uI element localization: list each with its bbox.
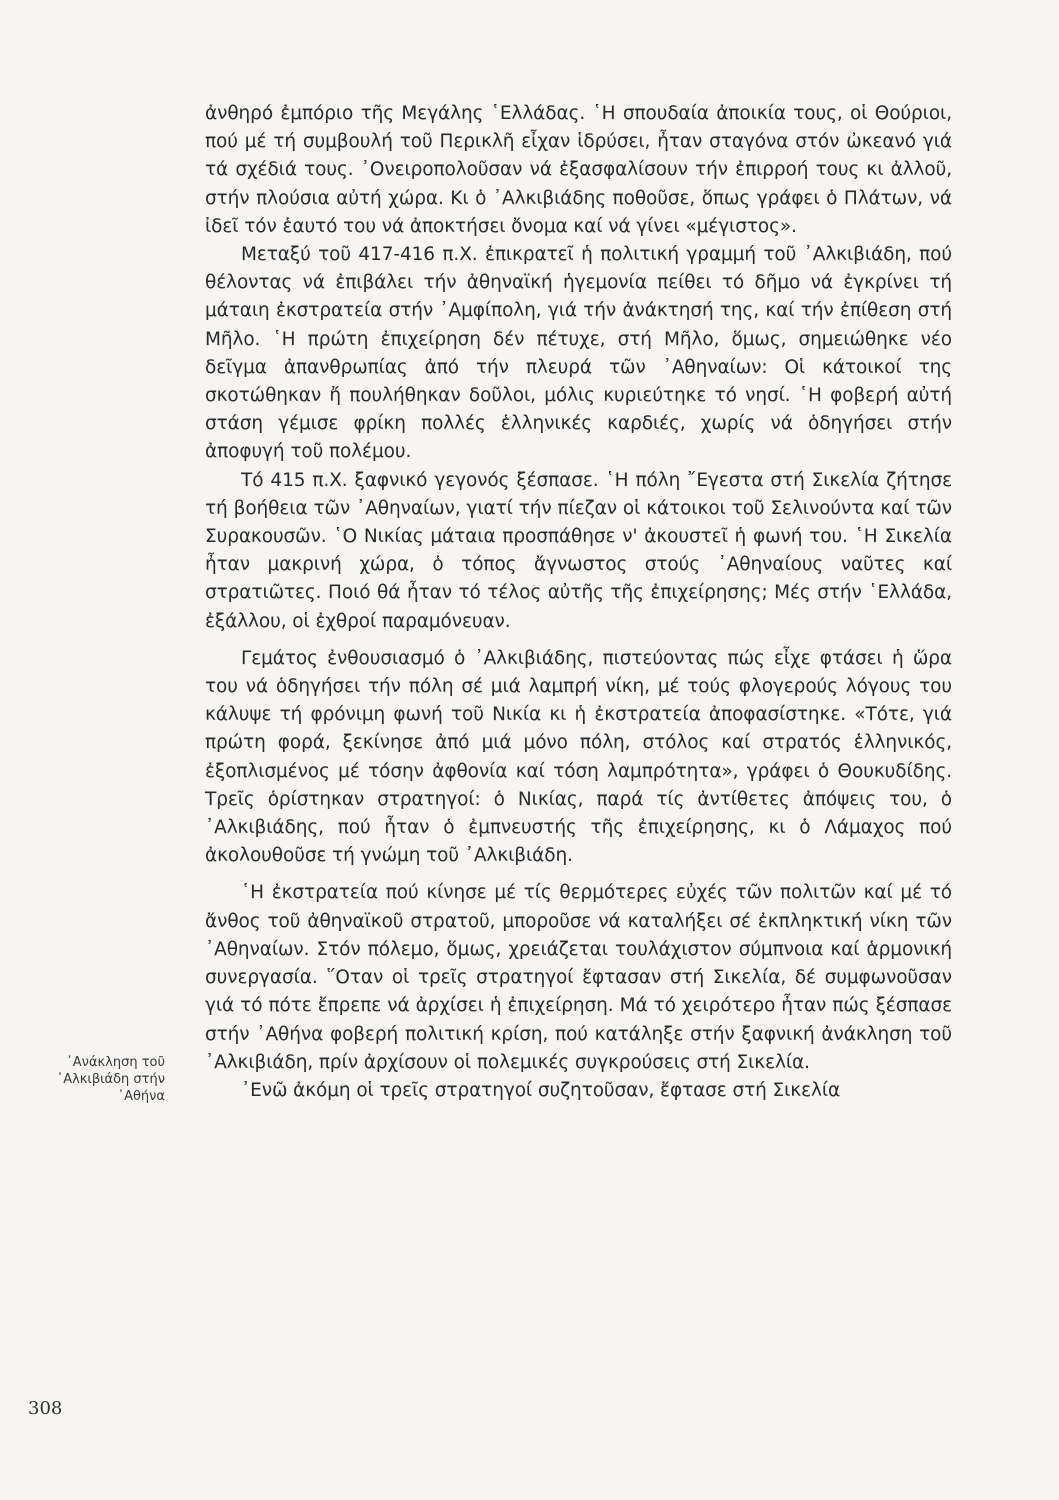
paragraph-1: ἀνθηρό ἐμπόριο τῆς Μεγάλης ῾Ελλάδας. ῾Η σπουδαία ἀποικία τους, οἱ Θούριοι, πού μέ τή συμβουλή τοῦ Περικλῆ εἶχαν ἱδρύσει, ἦταν σταγόνα στόν ὠκεανό γιά τά σχέδιά τους. ᾿Ονειροπολοῦσαν νά ἐξασφαλίσουν τήν ἐπιρροή τους κι ἀλλοῦ, στήν πλούσια αὐτή χώρα. Κι ὁ ᾿Αλκιβιάδης ποθοῦσε, ὅπως γράφει ὁ Πλάτων, νά ἰδεῖ τόν ἑαυτό του νά ἀποκτήσει ὄνομα καί νά γίνει «μέγιστος». bbox=[205, 103, 952, 237]
page-number: 308 bbox=[28, 1398, 63, 1419]
margin-note bbox=[20, 1054, 165, 1105]
paragraph-2: Μεταξύ τοῦ 417-416 π.Χ. ἐπικρατεῖ ἡ πολιτική γραμμή τοῦ ᾿Αλκιβιάδη, πού θέλοντας νά ἐπιβάλει τήν ἀθηναϊκή ἡγεμονία πείθει τό δῆμο νά ἐγκρίνει τή μάταιη ἐκστρατεία στήν ᾿Αμφίπολη, γιά τήν ἀνάκτησή της, καί τήν ἐπίθεση στή Μῆλο. ῾Η πρώτη ἐπιχείρηση δέν πέτυχε, στή Μῆλο, ὅμως, σημειώθηκε νέο δεῖγμα ἀπανθρωπίας ἀπό τήν πλευρά τῶν ᾿Αθηναίων: Οἱ κάτοικοί της σκοτώθηκαν ἤ πουλήθηκαν δοῦλοι, μόλις κυριεύτηκε τό νησί. ῾Η φοβερή αὐτή στάση γέμισε φρίκη πολλές ἑλληνικές καρδιές, χωρίς νά ὁδηγήσει στήν ἀποφυγή τοῦ πολέμου. bbox=[205, 244, 952, 463]
main-text-column bbox=[205, 100, 952, 1105]
paragraph-5: ῾Η ἐκστρατεία πού κίνησε μέ τίς θερμότερες εὐχές τῶν πολιτῶν καί μέ τό ἄνθος τοῦ ἀθηναϊκοῦ στρατοῦ, μποροῦσε νά καταλήξει σέ ἐκπληκτική νίκη τῶν ᾿Αθηναίων. Στόν πόλεμο, ὅμως, χρειάζεται τουλάχιστον σύμπνοια καί ἁρμονική συνεργασία. ῞Οταν οἱ τρεῖς στρατηγοί ἔφτασαν στή Σικελία, δέ συμφωνοῦσαν γιά τό πότε ἔπρεπε νά ἀρχίσει ἡ ἐπιχείρηση. Μά τό χειρότερο ἦταν πώς ξέσπασε στήν ᾿Αθήνα φοβερή πολιτική κρίση, πού κατάληξε στήν ξαφνική ἀνάκληση τοῦ ᾿Αλκιβιάδη, πρίν ἀρχίσουν οἱ πολεμικές συγκρούσεις στή Σικελία. bbox=[205, 882, 952, 1073]
margin-note-line: ᾿Αθήνα bbox=[117, 1089, 165, 1104]
paragraph-6: ᾿Ενῶ ἀκόμη οἱ τρεῖς στρατηγοί συζητοῦσαν, ἔφτασε στή Σικελία bbox=[241, 1079, 841, 1101]
margin-note-line: ᾿Ανάκληση τοῦ bbox=[66, 1055, 165, 1070]
margin-note-line: ᾿Αλκιβιάδη στήν bbox=[56, 1072, 165, 1087]
paragraph-4: Γεμάτος ἐνθουσιασμό ὁ ᾿Αλκιβιάδης, πιστεύοντας πώς εἶχε φτάσει ἡ ὥρα του νά ὁδηγήσει τήν πόλη σέ μιά λαμπρή νίκη, μέ τούς φλογερούς λόγους του κάλυψε τή φρόνιμη φωνή τοῦ Νικία κι ἡ ἐκστρατεία ἀποφασίστηκε. «Τότε, γιά πρώτη φορά, ξεκίνησε ἀπό μιά μόνο πόλη, στόλος καί στρατός ἑλληνικός, ἐξοπλισμένος μέ τόσην ἀφθονία καί τόση λαμπρότητα», γράφει ὁ Θουκυδίδης. Τρεῖς ὁρίστηκαν στρατηγοί: ὁ Νικίας, παρά τίς ἀντίθετες ἀπόψεις του, ὁ ᾿Αλκιβιάδης, πού ἦταν ὁ ἐμπνευστής τῆς ἐπιχείρησης, κι ὁ Λάμαχος πού ἀκολουθοῦσε τή γνώμη τοῦ ᾿Αλκιβιάδη. bbox=[205, 647, 952, 867]
paragraph-3: Τό 415 π.Χ. ξαφνικό γεγονός ξέσπασε. ῾Η πόλη ῎Εγεστα στή Σικελία ζήτησε τή βοήθεια τῶν ᾿Αθηναίων, γιατί τήν πίεζαν οἱ κάτοικοι τοῦ Σελινούντα καί τῶν Συρακουσῶν. ῾Ο Νικίας μάταια προσπάθησε ν' ἀκουστεῖ ἡ φωνή του. ῾Η Σικελία ἦταν μακρινή χώρα, ὁ τόπος ἄγνωστος στούς ᾿Αθηναίους ναῦτες καί στρατιῶτες. Ποιό θά ἦταν τό τέλος αὐτῆς τῆς ἐπιχείρησης; Μές στήν ῾Ελλάδα, ἐξάλλου, οἱ ἐχθροί παραμόνευαν. bbox=[205, 469, 952, 632]
